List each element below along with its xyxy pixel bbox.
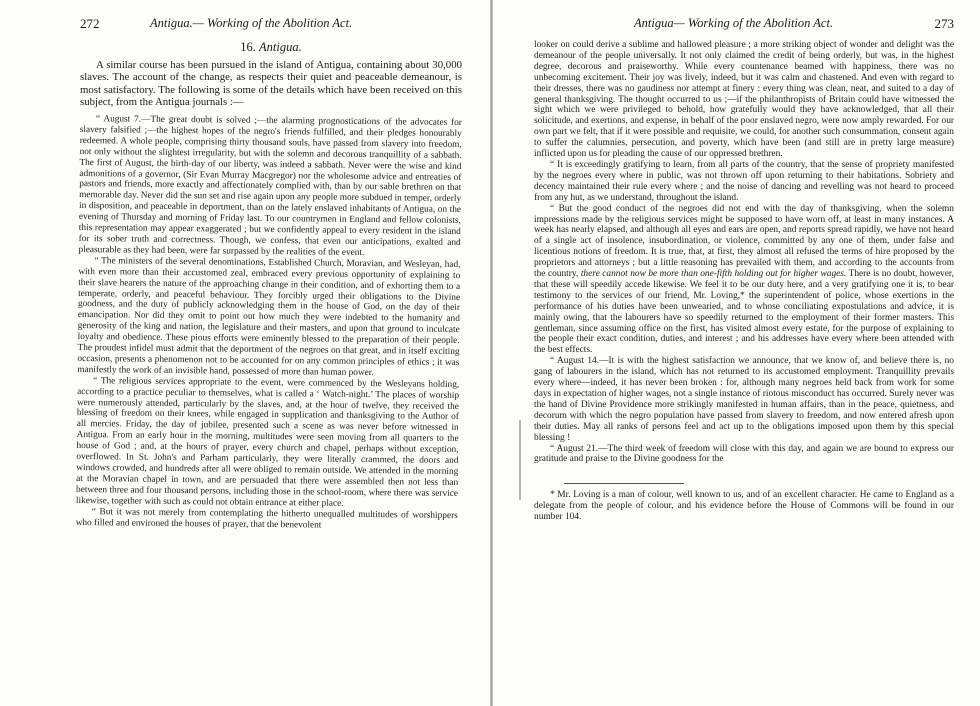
left-paragraph-4: “ But it was not merely from contemplating the hitherto unequalled multitudes of worshippers who filled and environed the houses of prayer, that the benevolent [75,506,458,530]
left-paragraph-1: “ August 7.—The great doubt is solved ;—the alarming prognostications of the advocates for slavery falsified ;—the highest hopes of the negro's friends fulfilled, and their pledges honourably redeemed. A whole people, comprising thirty thousand souls, have passed from slavery into freedom, not only without the slightest irregularity, but with the solemn and decorous tranquillity of a sabbath. The first of August, the birth-day of our liberty, was indeed a sabbath. Never were the wise and kind admonitions of a governor, (Sir Evan Murray Macgregor) nor the wholesome advice and entreaties of pastors and friends, more exactly and affectionately complied with, than by our sable brethren on that memorable day. Never did the sun set and rise again upon any people more subdued in temper, orderly in disposition, and peaceable in deportment, than on the lately enslaved inhabitants of Antigua, on the evening of Thursday and morning of Friday last. To our countrymen in England and fellow colonists, this representation may appear exaggerated ; but we confidently appeal to every resident in the island for its sober truth and correctness. Though, we confess, that even our anticipations, exalted and pleasurable as they had been, were far surpassed by the realities of the event. [78,113,462,258]
section-heading [80,40,462,55]
right-running-head [534,16,954,36]
section-number: 16. [240,40,256,54]
left-paragraph-3: “ The religious services appropriate to the event, were commenced by the Wesleyans holding, according to a practice peculiar to themselves, what is called a ‘ Watch-night.’ The places of worship were numerously attended, particularly by the slaves, and, at the hour of twelve, they received the blessing of freedom on their knees, while engaged in supplication and thanksgiving to the Author of all mercies. Friday, the day of jubilee, presented such a scene as was never before witnessed in Antigua. From an early hour in the morning, multitudes were seen moving from all quarters to the house of God ; and, at the hours of prayer, every church and chapel, perhaps without exception, overflowed. In St. John's and Parham particularly, they were literally crammed, the doors and windows crowded, and hundreds after all were obliged to remain outside. We attended in the morning at the Moravian chapel in town, and are persuaded that there were assembled then not less than between three and four thousand persons, including those in the school-room, where there was service likewise, together with such as could not obtain entrance at either place. [75,375,460,509]
section-name: Antigua. [259,40,302,54]
right-body [534,40,954,465]
intro-block [80,59,462,109]
footnote-text: * Mr. Loving is a man of colour, well known to us, and of an excellent character. He came to England as a delegate from the people of colour, and his evidence before the House of Commons will be found in our number 104. [534,490,954,523]
intro-paragraph: A similar course has been pursued in the island of Antigua, containing about 30,000 slaves. The account of the change, as respects their quiet and peaceable demeanour, is most satisfactory. The following is some of the details which have been received on this subject, from the Antigua journals :— [80,59,462,109]
right-paragraph-2: “ It is exceedingly gratifying to learn, from all parts of the country, that the sense of propriety manifested by the negroes every where in public, was not thrown off upon returning to their habitations. Sobriety and decency maintained their rule every where ; and the noise of dancing and revelling was not heard to proceed from any hut, as we understand, throughout the island. [534,159,954,203]
right-paragraph-3-part-b: There is no doubt, however, that these will speedily accede likewise. We feel it to be our duty here, and a very gratifying one it is, to bear testimony to the services of our friend, Mr. Loving,* the superintendent of police, whose exertions in the performance of his duties have been unwearied, and to whose conciliating expostulations and advice, it is mainly owing, that the labourers have so speedily returned to the employment of their former masters. This gentleman, since assuming office on the first, has visited almost every estate, for the purpose of explaining to the people their exact condition, duties, and interest ; and his addresses have every where been attended with the best effects. [534,269,954,356]
right-running-title: Antigua— Working of the Abolition Act. [634,16,834,30]
right-paragraph-3-emphasis: there cannot now be more than one-fifth holding out for higher wages. [580,269,847,280]
right-page-number: 273 [934,16,954,31]
right-page [492,0,980,706]
left-running-title: Antigua.— Working of the Abolition Act. [150,16,353,30]
footnote-rule [564,483,684,484]
right-paragraph-4: “ August 14.—It is with the highest satisfaction we announce, that we know of, and believe there is, no gang of labourers in the island, which has not returned to its accustomed employment. Tranquillity prevails every where—indeed, it has never been broken : for, although many negroes held back from work for some days in expectation of higher wages, not a single instance of riotous misconduct has occurred. Surely never was the hand of Divine Providence more strikingly manifested in human affairs, than in the peace, quietness, and decorum with which the negro population have passed from slavery to freedom, and now entered afresh upon their duties. May all ranks of persons feel and act up to the obligations imposed upon them by this special blessing ! [534,356,954,443]
left-body [76,114,462,532]
right-paragraph-3 [534,204,954,357]
left-paragraph-2: “ The ministers of the several denominations, Established Church, Moravian, and Wesleyan, had, with even more than their accustomed zeal, embraced every previous opportunity of explaining to their slave hearers the nature of the approaching change in their condition, and of exhorting them to a temperate, orderly, and peaceful behaviour. They forcibly urged their obligations to the Divine goodness, and the duty of publicly acknowledging them in the house of God, on the day of their emancipation. Nor did they omit to point out how much they were indebted to the humanity and generosity of the king and nation, the legislature and their masters, and upon that ground to inculcate loyalty and obedience. These pious efforts were eminently blessed to the preparation of their people. The proudest infidel must admit that the deportment of the negroes on that great, and in itself exciting occasion, presents a phenomenon not to be accounted for on any common principles of ethics ; it was manifestly the work of an invisible hand, possessed of more than human power. [77,255,461,378]
footnote-block [534,490,954,523]
right-paragraph-1: looker on could derive a sublime and hallowed pleasure ; a more striking object of wonder and delight was the demeanour of the people universally. It not only claimed the credit of being orderly, but was, in the highest degree, decorous and praiseworthy. While every countenance beamed with happiness, there was no unbecoming excitement. Their joy was lively, indeed, but it was calm and chastened. And even with regard to their dresses, there was no gaudiness nor attempt at finery : every thing was clean, neat, and suited to a day of general thanksgiving. The thought occurred to us ;—if the philanthropists of Britain could have witnessed the sight which we were privileged to behold, how gratefully would they have acknowledged, that all their solicitude, and exertions, and expense, in behalf of the poor enslaved negro, were now amply rewarded. For our own part we felt, that if it were possible and requisite, we could, for another such consummation, consent again to suffer the calumnies, persecution, and poverty, which have been (and still are in pretty large measure) inflicted upon us for pleading the cause of our oppressed brethren. [534,40,954,160]
left-page-number: 272 [80,16,100,31]
right-paragraph-5: “ August 21.—The third week of freedom will close with this day, and again we are bound to express our gratitude and praise to the Divine goodness for the [534,443,954,465]
right-paragraph-3-part-a: “ But the good conduct of the negroes did not end with the day of thanksgiving, when the solemn impressions made by the religious services might be supposed to have worn off, at least in many instances. A week has nearly elapsed, and although all eyes and ears are open, and reports spread rapidly, we have not heard of a single act of insolence, insubordination, or violence, committed by any one of them, under false and licentious notions of freedom. It is true, that, at first, they almost all refused the terms of hire proposed by the proprietors and attorneys ; but a little reasoning has prevailed with them, and according to the accounts from the country, [534,203,954,280]
left-running-head [80,16,462,36]
